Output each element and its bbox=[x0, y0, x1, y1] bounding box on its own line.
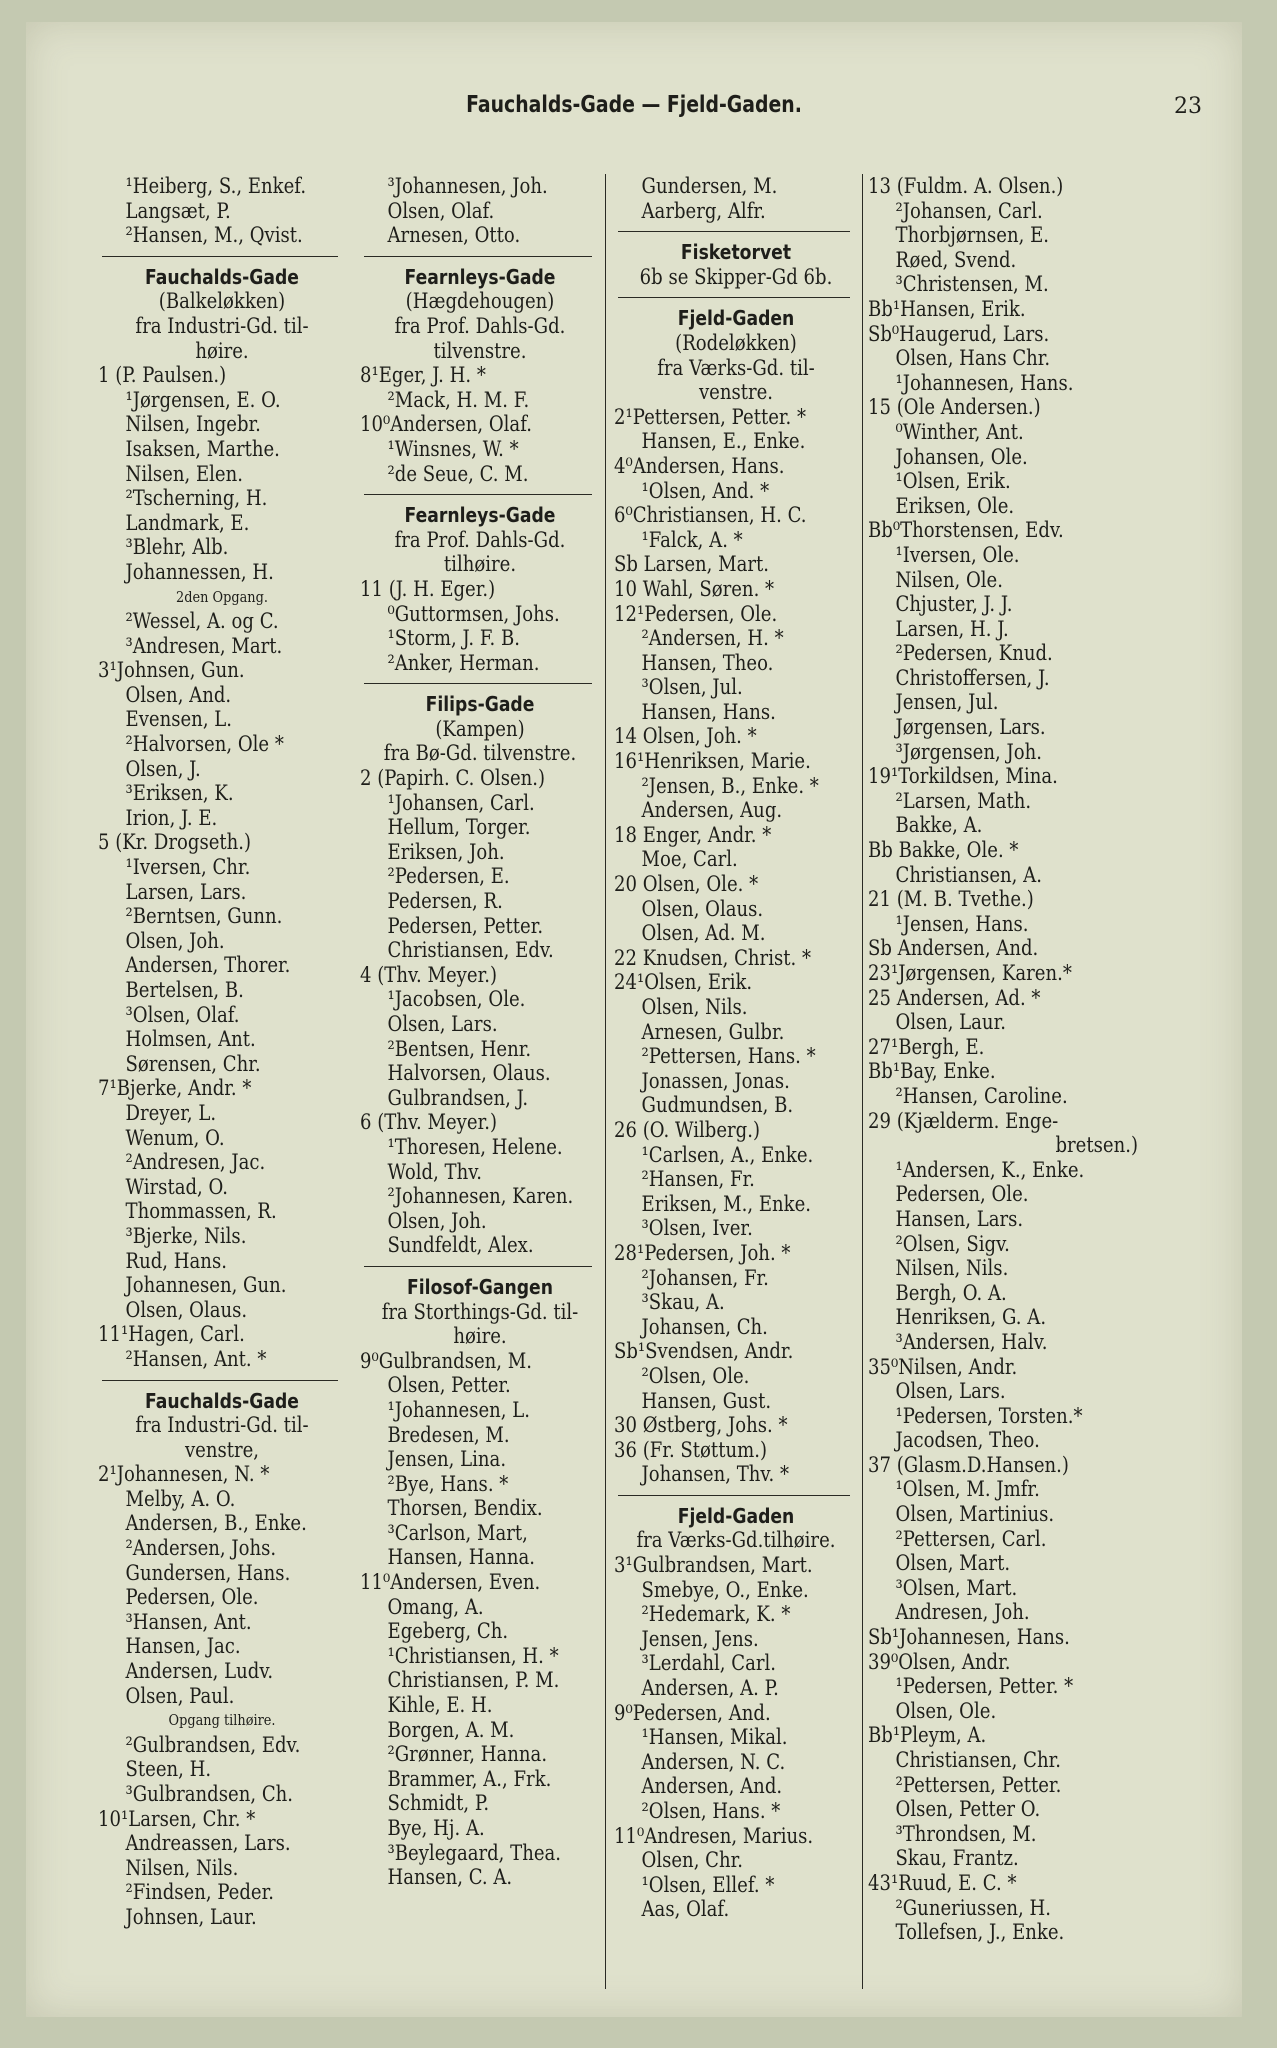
directory-entry: ²Andersen, Johs. bbox=[125, 1536, 277, 1561]
directory-entry: fra Storthings-Gd. til- bbox=[381, 1299, 579, 1324]
directory-entry: ²Hansen, Fr. bbox=[641, 1167, 755, 1192]
directory-entry: Johnsen, Laur. bbox=[125, 1904, 257, 1929]
directory-entry: Olsen, And. bbox=[125, 682, 232, 707]
street-heading: Fearnleys-Gade bbox=[404, 264, 556, 289]
directory-entry: Olsen, Chr. bbox=[641, 1848, 744, 1873]
directory-entry: Evensen, L. bbox=[125, 707, 233, 732]
street-heading: Fisketorvet bbox=[680, 240, 792, 265]
directory-entry: ²Larsen, Math. bbox=[895, 788, 1032, 813]
directory-entry: Larsen, Lars. bbox=[125, 879, 247, 904]
directory-entry: Bertelsen, B. bbox=[125, 978, 244, 1002]
directory-entry: 4 (Thv. Meyer.) bbox=[360, 962, 498, 987]
directory-entry: Henriksen, G. A. bbox=[895, 1305, 1047, 1330]
directory-entry: Hellum, Torger. bbox=[387, 815, 531, 840]
directory-entry: 11⁰Andresen, Marius. bbox=[614, 1823, 814, 1848]
directory-entry: ³Olsen, Iver. bbox=[641, 1216, 753, 1241]
directory-entry: ¹Olsen, Ellef. * bbox=[641, 1872, 775, 1897]
directory-entry: Thorbjørnsen, E. bbox=[895, 223, 1050, 248]
directory-entry: 5 (Kr. Drogseth.) bbox=[98, 830, 252, 855]
directory-entry: ³Jørgensen, Joh. bbox=[895, 739, 1042, 764]
directory-entry: Borgen, A. M. bbox=[387, 1717, 515, 1742]
section-divider bbox=[618, 231, 850, 232]
directory-entry: Tollefsen, J., Enke. bbox=[895, 1920, 1065, 1945]
directory-entry: Kihle, E. H. bbox=[387, 1693, 493, 1718]
street-heading: Fauchalds-Gade bbox=[145, 1388, 299, 1413]
directory-entry: ¹Olsen, M. Jmfr. bbox=[895, 1477, 1040, 1502]
directory-entry: Dreyer, L. bbox=[125, 1100, 217, 1125]
directory-entry: ³Christensen, M. bbox=[895, 272, 1049, 297]
directory-entry: 23¹Jørgensen, Karen.* bbox=[868, 961, 1072, 985]
directory-entry: Nilsen, Ole. bbox=[895, 567, 1003, 592]
directory-entry: ²Andresen, Jac. bbox=[125, 1150, 266, 1175]
directory-entry: ³Olsen, Olaf. bbox=[125, 1002, 240, 1027]
directory-entry: 25 Andersen, Ad. * bbox=[868, 985, 1041, 1010]
directory-entry: ⁰Winther, Ant. bbox=[895, 419, 1024, 444]
directory-entry: Olsen, Ole. bbox=[895, 1698, 997, 1723]
directory-entry: ¹Falck, A. * bbox=[641, 527, 743, 552]
directory-entry: 6⁰Christiansen, H. C. bbox=[614, 503, 807, 528]
column-3 bbox=[614, 174, 858, 1922]
directory-entry: ¹Pedersen, Petter. * bbox=[895, 1674, 1074, 1699]
directory-entry: (Rodeløkken) bbox=[675, 330, 797, 355]
directory-entry: ¹Hansen, Mikal. bbox=[641, 1725, 788, 1750]
section-divider bbox=[364, 256, 592, 257]
column-1 bbox=[98, 174, 346, 1930]
directory-entry: 20 Olsen, Ole. * bbox=[614, 872, 759, 897]
directory-entry: Olsen, Lars. bbox=[387, 1012, 498, 1036]
directory-entry: Steen, H. bbox=[125, 1757, 212, 1782]
directory-entry: Hansen, C. A. bbox=[387, 1865, 513, 1890]
directory-entry: fra Industri-Gd. til- bbox=[135, 1413, 309, 1438]
directory-entry: Bb Bakke, Ole. * bbox=[868, 838, 1019, 863]
directory-entry: 6b se Skipper-Gd 6b. bbox=[639, 264, 833, 289]
directory-entry: Nilsen, Nils. bbox=[125, 1855, 239, 1880]
directory-entry: fra Prof. Dahls-Gd. bbox=[394, 527, 566, 552]
directory-entry: 30 Østberg, Johs. * bbox=[614, 1413, 788, 1438]
page-number: 23 bbox=[1174, 94, 1202, 119]
directory-entry: Bb¹Bay, Enke. bbox=[868, 1059, 996, 1084]
directory-entry: ²Johansen, Carl. bbox=[895, 198, 1043, 223]
directory-entry: Johannesen, Gun. bbox=[125, 1273, 287, 1298]
directory-entry: Arnesen, Gulbr. bbox=[641, 1019, 785, 1044]
directory-entry: Olsen, Lars. bbox=[895, 1379, 1006, 1404]
street-heading: Filosof-Gangen bbox=[407, 1274, 553, 1299]
directory-entry: Landmark, E. bbox=[125, 510, 250, 535]
directory-entry: 21 (M. B. Tvethe.) bbox=[868, 887, 1034, 912]
directory-entry: 9⁰Gulbrandsen, M. bbox=[360, 1348, 533, 1373]
directory-entry: Sørensen, Chr. bbox=[125, 1051, 261, 1076]
street-heading: Fjeld-Gaden bbox=[677, 1503, 795, 1528]
directory-entry: Olsen, Joh. bbox=[125, 928, 225, 953]
directory-entry: 6 (Thv. Meyer.) bbox=[360, 1110, 498, 1135]
directory-entry: ¹Christiansen, H. * bbox=[387, 1643, 559, 1668]
directory-entry: bretsen.) bbox=[1055, 1133, 1138, 1158]
directory-entry: fra Værks-Gd.tilhøire. bbox=[636, 1528, 836, 1553]
directory-entry: fra Prof. Dahls-Gd. bbox=[394, 313, 566, 338]
directory-entry: 10⁰Andersen, Olaf. bbox=[360, 412, 532, 437]
directory-entry: 19¹Torkildsen, Mina. bbox=[868, 764, 1058, 789]
directory-entry: Bredesen, M. bbox=[387, 1422, 510, 1447]
directory-entry: 10¹Larsen, Chr. * bbox=[98, 1806, 256, 1831]
directory-entry: ¹Jensen, Hans. bbox=[895, 911, 1029, 936]
directory-entry: 2den Opgang. bbox=[176, 587, 268, 606]
directory-entry: 2 (Papirh. C. Olsen.) bbox=[360, 766, 546, 791]
directory-entry: 11 (J. H. Eger.) bbox=[360, 576, 496, 601]
directory-entry: ²Johannesen, Karen. bbox=[387, 1184, 574, 1209]
directory-entry: Gundersen, M. bbox=[641, 174, 778, 198]
street-heading: Fjeld-Gaden bbox=[677, 306, 795, 331]
directory-entry: ¹Jørgensen, E. O. bbox=[125, 387, 281, 412]
directory-entry: Aas, Olaf. bbox=[641, 1897, 730, 1922]
directory-entry: 12¹Pedersen, Ole. bbox=[614, 601, 778, 626]
directory-entry: 29 (Kjælderm. Enge- bbox=[868, 1108, 1059, 1133]
directory-entry: Hansen, Lars. bbox=[895, 1206, 1024, 1231]
column-2 bbox=[360, 174, 600, 1890]
directory-entry: 16¹Henriksen, Marie. bbox=[614, 749, 811, 774]
directory-entry: 15 (Ole Andersen.) bbox=[868, 395, 1041, 420]
directory-entry: Andersen, A. P. bbox=[641, 1676, 779, 1701]
directory-entry: ³Carlson, Mart, bbox=[387, 1520, 528, 1545]
directory-entry: Røed, Svend. bbox=[895, 247, 1017, 272]
directory-entry: 14 Olsen, Joh. * bbox=[614, 724, 757, 749]
directory-entry: 11⁰Andersen, Even. bbox=[360, 1570, 541, 1595]
directory-entry: Egeberg, Ch. bbox=[387, 1619, 509, 1644]
directory-entry: Jensen, Lina. bbox=[387, 1447, 507, 1472]
directory-entry: Bakke, A. bbox=[895, 813, 983, 838]
directory-entry: ²Hansen, Ant. * bbox=[125, 1346, 267, 1371]
directory-entry: Hansen, Theo. bbox=[641, 650, 774, 675]
directory-entry: ¹Johannesen, Hans. bbox=[895, 370, 1074, 395]
directory-entry: venstre. bbox=[698, 380, 774, 405]
directory-entry: Jensen, Jens. bbox=[641, 1626, 759, 1651]
directory-entry: Christiansen, Chr. bbox=[895, 1748, 1061, 1772]
directory-entry: Moe, Carl. bbox=[641, 847, 738, 872]
directory-entry: ³Andersen, Halv. bbox=[895, 1329, 1048, 1354]
directory-entry: ¹Pedersen, Torsten.* bbox=[895, 1403, 1083, 1428]
directory-entry: Sb Larsen, Mart. bbox=[614, 552, 770, 577]
directory-entry: Schmidt, P. bbox=[387, 1791, 490, 1816]
directory-entry: Holmsen, Ant. bbox=[125, 1027, 256, 1052]
directory-entry: Olsen, Hans Chr. bbox=[895, 346, 1051, 371]
directory-entry: Olsen, Ad. M. bbox=[641, 921, 766, 946]
directory-entry: Pedersen, Ole. bbox=[895, 1182, 1029, 1207]
directory-entry: Olsen, Petter. bbox=[387, 1373, 511, 1398]
directory-entry: ³Lerdahl, Carl. bbox=[641, 1651, 777, 1676]
directory-entry: (Balkeløkken) bbox=[158, 289, 286, 314]
directory-entry: Eriksen, Joh. bbox=[387, 839, 505, 864]
directory-entry: ¹Storm, J. F. B. bbox=[387, 626, 521, 651]
directory-entry: ²Pedersen, Knud. bbox=[895, 641, 1053, 666]
directory-entry: 1 (P. Paulsen.) bbox=[98, 363, 227, 388]
directory-entry: Pedersen, Ole. bbox=[125, 1585, 259, 1610]
directory-entry: ²Anker, Herman. bbox=[387, 650, 540, 675]
directory-entry: 4⁰Andersen, Hans. bbox=[614, 453, 785, 478]
directory-entry: 24¹Olsen, Erik. bbox=[614, 970, 753, 995]
directory-entry: Smebye, O., Enke. bbox=[641, 1577, 809, 1602]
directory-entry: ²Halvorsen, Ole * bbox=[125, 732, 284, 757]
directory-entry: ³Throndsen, M. bbox=[895, 1821, 1037, 1846]
directory-entry: ¹Andersen, K., Enke. bbox=[895, 1157, 1085, 1182]
directory-entry: ²Pettersen, Carl. bbox=[895, 1526, 1047, 1551]
directory-entry: Olsen, Nils. bbox=[641, 995, 748, 1019]
column-4 bbox=[868, 174, 1138, 1945]
directory-entry: Sb⁰Haugerud, Lars. bbox=[868, 321, 1050, 346]
directory-entry: Christiansen, P. M. bbox=[387, 1668, 560, 1693]
directory-entry: høire. bbox=[453, 1324, 507, 1349]
directory-entry: ³Beylegaard, Thea. bbox=[387, 1840, 562, 1865]
directory-entry: 27¹Bergh, E. bbox=[868, 1034, 985, 1059]
directory-entry: Gudmundsen, B. bbox=[641, 1093, 794, 1118]
directory-entry: Olsen, Petter O. bbox=[895, 1797, 1041, 1822]
directory-entry: ³Olsen, Jul. bbox=[641, 675, 743, 700]
directory-entry: Eriksen, M., Enke. bbox=[641, 1191, 812, 1216]
street-heading: Filips-Gade bbox=[425, 692, 535, 717]
directory-entry: Skau, Frantz. bbox=[895, 1846, 1019, 1871]
directory-entry: ¹Olsen, Erik. bbox=[895, 469, 1011, 494]
directory-entry: høire. bbox=[195, 338, 249, 363]
directory-entry: Christoffersen, J. bbox=[895, 665, 1050, 690]
directory-entry: 26 (O. Wilberg.) bbox=[614, 1117, 761, 1142]
directory-entry: ²Olsen, Sigv. bbox=[895, 1231, 1010, 1256]
directory-entry: Thommassen, R. bbox=[125, 1199, 277, 1224]
directory-entry: Andersen, Thorer. bbox=[125, 953, 291, 978]
directory-entry: ²Johansen, Fr. bbox=[641, 1265, 769, 1290]
directory-entry: 3¹Gulbrandsen, Mart. bbox=[614, 1553, 813, 1578]
directory-entry: ¹Johannesen, L. bbox=[387, 1397, 531, 1422]
directory-entry: Olsen, Mart. bbox=[895, 1551, 1011, 1576]
directory-entry: Brammer, A., Frk. bbox=[387, 1766, 552, 1791]
directory-entry: 39⁰Olsen, Andr. bbox=[868, 1649, 1011, 1674]
directory-entry: Omang, A. bbox=[387, 1594, 484, 1619]
directory-entry: Olsen, Olaf. bbox=[387, 198, 495, 223]
directory-entry: Larsen, H. J. bbox=[895, 616, 1009, 641]
directory-entry: Olsen, Martinius. bbox=[895, 1502, 1055, 1527]
directory-entry: ²Pettersen, Hans. * bbox=[641, 1044, 816, 1069]
directory-entry: Jørgensen, Lars. bbox=[895, 715, 1046, 740]
directory-entry: tilvenstre. bbox=[433, 338, 527, 363]
directory-entry: Andersen, Ludv. bbox=[125, 1659, 274, 1684]
directory-entry: 35⁰Nilsen, Andr. bbox=[868, 1354, 1018, 1379]
directory-entry: ²Tscherning, H. bbox=[125, 486, 268, 511]
directory-entry: Johannessen, H. bbox=[125, 559, 274, 584]
directory-entry: ²Andersen, H. * bbox=[641, 626, 784, 651]
directory-entry: ²Grønner, Hanna. bbox=[387, 1742, 548, 1767]
directory-entry: ²Pettersen, Petter. bbox=[895, 1772, 1062, 1797]
directory-entry: Andersen, N. C. bbox=[641, 1749, 786, 1774]
directory-entry: Hansen, Hanna. bbox=[387, 1545, 536, 1570]
directory-entry: 13 (Fuldm. A. Olsen.) bbox=[868, 174, 1064, 198]
directory-entry: Sb¹Johannesen, Hans. bbox=[868, 1625, 1070, 1650]
directory-entry: Andresen, Joh. bbox=[895, 1600, 1030, 1625]
directory-entry: Hansen, Gust. bbox=[641, 1388, 772, 1413]
section-divider bbox=[364, 494, 592, 495]
directory-entry: 10 Wahl, Søren. * bbox=[614, 576, 775, 601]
directory-entry: Olsen, J. bbox=[125, 756, 201, 781]
directory-entry: ³Skau, A. bbox=[641, 1290, 725, 1315]
directory-entry: ³Olsen, Mart. bbox=[895, 1575, 1018, 1600]
directory-entry: ²Hansen, M., Qvist. bbox=[125, 223, 303, 248]
directory-entry: fra Bø-Gd. tilvenstre. bbox=[383, 741, 577, 766]
directory-entry: Jonassen, Jonas. bbox=[641, 1068, 790, 1093]
directory-entry: Arnesen, Otto. bbox=[387, 223, 521, 248]
directory-entry: Nilsen, Elen. bbox=[125, 461, 243, 486]
directory-entry: Thorsen, Bendix. bbox=[387, 1496, 543, 1521]
directory-entry: tilhøire. bbox=[443, 552, 517, 577]
directory-entry: ²Bentsen, Henr. bbox=[387, 1036, 532, 1061]
directory-entry: ²Bye, Hans. * bbox=[387, 1471, 509, 1496]
directory-entry: (Hægdehougen) bbox=[405, 289, 555, 314]
section-divider bbox=[364, 1266, 592, 1267]
directory-entry: fra Industri-Gd. til- bbox=[135, 313, 309, 338]
directory-entry: ²Wessel, A. og C. bbox=[125, 609, 279, 634]
page-header bbox=[26, 92, 1242, 132]
directory-entry: Eriksen, Ole. bbox=[895, 493, 1015, 518]
directory-entry: Nilsen, Nils. bbox=[895, 1256, 1009, 1281]
directory-entry: Rud, Hans. bbox=[125, 1248, 227, 1273]
directory-entry: ¹Olsen, And. * bbox=[641, 478, 770, 503]
directory-entry: Bergh, O. A. bbox=[895, 1280, 1007, 1305]
directory-entry: Andreassen, Lars. bbox=[125, 1831, 291, 1856]
directory-entry: ³Johannesen, Joh. bbox=[387, 174, 548, 198]
directory-entry: ²Pedersen, E. bbox=[387, 864, 510, 889]
directory-entry: ²Berntsen, Gunn. bbox=[125, 904, 283, 929]
directory-entry: Hansen, Jac. bbox=[125, 1634, 241, 1659]
directory-entry: 11¹Hagen, Carl. bbox=[98, 1322, 245, 1347]
directory-entry: Olsen, Paul. bbox=[125, 1683, 235, 1708]
directory-entry: 2¹Pettersen, Petter. * bbox=[614, 404, 807, 429]
directory-entry: ¹Iversen, Ole. bbox=[895, 542, 1020, 567]
directory-entry: fra Værks-Gd. til- bbox=[657, 355, 815, 380]
directory-entry: ²Olsen, Ole. bbox=[641, 1363, 750, 1388]
directory-entry: Langsæt, P. bbox=[125, 198, 231, 223]
directory-entry: Opgang tilhøire. bbox=[168, 1711, 276, 1730]
directory-entry: 2¹Johannesen, N. * bbox=[98, 1462, 270, 1487]
directory-entry: 28¹Pedersen, Joh. * bbox=[614, 1240, 791, 1265]
directory-entry: 37 (Glasm.D.Hansen.) bbox=[868, 1452, 1069, 1477]
directory-entry: Olsen, Olaus. bbox=[641, 896, 764, 921]
section-divider bbox=[364, 683, 592, 684]
directory-entry: Pedersen, R. bbox=[387, 889, 503, 914]
directory-entry: Wold, Thv. bbox=[387, 1159, 483, 1184]
directory-entry: Isaksen, Marthe. bbox=[125, 436, 280, 461]
directory-entry: Bb⁰Thorstensen, Edv. bbox=[868, 518, 1064, 543]
directory-entry: ³Gulbrandsen, Ch. bbox=[125, 1782, 294, 1806]
directory-entry: ¹Jacobsen, Ole. bbox=[387, 987, 526, 1012]
page-title: Fauchalds-Gade — Fjeld-Gaden. bbox=[466, 92, 802, 118]
directory-entry: Sb¹Svendsen, Andr. bbox=[614, 1339, 794, 1364]
directory-entry: Gundersen, Hans. bbox=[125, 1560, 291, 1585]
directory-entry: Johansen, Thv. * bbox=[641, 1462, 789, 1487]
directory-entry: Wenum, O. bbox=[125, 1125, 225, 1150]
directory-entry: Olsen, Olaus. bbox=[125, 1297, 248, 1322]
directory-entry: Halvorsen, Olaus. bbox=[387, 1061, 551, 1086]
directory-entry: ³Blehr, Alb. bbox=[125, 535, 229, 560]
directory-entry: ⁰Guttormsen, Johs. bbox=[387, 601, 560, 626]
directory-entry: ¹Carlsen, A., Enke. bbox=[641, 1142, 814, 1167]
street-heading: Fauchalds-Gade bbox=[145, 264, 299, 289]
directory-entry: ³Eriksen, K. bbox=[125, 781, 234, 806]
directory-entry: Aarberg, Alfr. bbox=[641, 198, 766, 223]
section-divider bbox=[618, 297, 850, 298]
column-divider bbox=[862, 174, 863, 1989]
directory-entry: ²Gulbrandsen, Edv. bbox=[125, 1732, 301, 1757]
directory-entry: 36 (Fr. Støttum.) bbox=[614, 1437, 767, 1462]
directory-entry: ¹Heiberg, S., Enkef. bbox=[125, 174, 307, 198]
directory-entry: Gulbrandsen, J. bbox=[387, 1085, 529, 1110]
directory-entry: 8¹Eger, J. H. * bbox=[360, 363, 486, 388]
directory-entry: ¹Johansen, Carl. bbox=[387, 790, 535, 815]
directory-page bbox=[26, 22, 1242, 2017]
directory-entry: Bye, Hj. A. bbox=[387, 1816, 485, 1840]
directory-entry: Sb Andersen, And. bbox=[868, 936, 1039, 961]
street-heading: Fearnleys-Gade bbox=[404, 503, 556, 528]
directory-entry: Jensen, Jul. bbox=[895, 690, 999, 715]
directory-entry: Hansen, E., Enke. bbox=[641, 429, 806, 454]
directory-entry: ²Guneriussen, H. bbox=[895, 1895, 1052, 1920]
directory-entry: 22 Knudsen, Christ. * bbox=[614, 945, 812, 970]
directory-entry: ³Bjerke, Nils. bbox=[125, 1223, 247, 1248]
directory-entry: 9⁰Pedersen, And. bbox=[614, 1700, 771, 1725]
directory-entry: Irion, J. E. bbox=[125, 805, 218, 830]
section-divider bbox=[102, 1380, 338, 1381]
directory-entry: Wirstad, O. bbox=[125, 1174, 229, 1199]
directory-entry: ²Hedemark, K. * bbox=[641, 1602, 791, 1627]
directory-entry: ²Jensen, B., Enke. * bbox=[641, 773, 819, 798]
directory-entry: Johansen, Ch. bbox=[641, 1314, 768, 1339]
directory-entry: Nilsen, Ingebr. bbox=[125, 412, 261, 437]
directory-entry: Christiansen, Edv. bbox=[387, 938, 554, 963]
column-divider bbox=[605, 174, 606, 1989]
directory-entry: 43¹Ruud, E. C. * bbox=[868, 1870, 1017, 1895]
directory-entry: Pedersen, Petter. bbox=[387, 913, 544, 938]
section-divider bbox=[102, 256, 338, 257]
directory-entry: Hansen, Hans. bbox=[641, 699, 776, 724]
directory-entry: ²Mack, H. M. F. bbox=[387, 387, 530, 412]
directory-entry: 7¹Bjerke, Andr. * bbox=[98, 1076, 252, 1101]
directory-entry: venstre, bbox=[184, 1437, 260, 1462]
directory-entry: ³Andresen, Mart. bbox=[125, 633, 283, 658]
directory-entry: ¹Iversen, Chr. bbox=[125, 855, 251, 880]
directory-entry: Olsen, Joh. bbox=[387, 1208, 487, 1233]
directory-entry: ²Hansen, Caroline. bbox=[895, 1083, 1068, 1108]
directory-entry: ¹Thoresen, Helene. bbox=[387, 1134, 563, 1159]
directory-entry: Andersen, B., Enke. bbox=[125, 1511, 307, 1536]
directory-entry: Christiansen, A. bbox=[895, 862, 1042, 887]
directory-entry: ²Findsen, Peder. bbox=[125, 1880, 275, 1905]
directory-entry: Andersen, Aug. bbox=[641, 798, 783, 823]
directory-entry: ³Hansen, Ant. bbox=[125, 1609, 252, 1634]
directory-entry: Andersen, And. bbox=[641, 1774, 783, 1799]
directory-entry: Melby, A. O. bbox=[125, 1486, 236, 1511]
directory-entry: ²de Seue, C. M. bbox=[387, 461, 529, 486]
directory-entry: 18 Enger, Andr. * bbox=[614, 822, 772, 847]
directory-entry: Bb¹Hansen, Erik. bbox=[868, 296, 1026, 321]
directory-entry: Jacodsen, Theo. bbox=[895, 1428, 1040, 1453]
directory-entry: Bb¹Pleym, A. bbox=[868, 1723, 987, 1748]
directory-entry: (Kampen) bbox=[435, 716, 525, 741]
directory-entry: Chjuster, J. J. bbox=[895, 592, 1013, 617]
directory-entry: Olsen, Laur. bbox=[895, 1010, 1006, 1035]
section-divider bbox=[618, 1495, 850, 1496]
directory-entry: ¹Winsnes, W. * bbox=[387, 436, 519, 461]
directory-entry: 3¹Johnsen, Gun. bbox=[98, 658, 245, 683]
directory-entry: Sundfeldt, Alex. bbox=[387, 1233, 534, 1258]
directory-entry: ²Olsen, Hans. * bbox=[641, 1799, 781, 1823]
directory-entry: Johansen, Ole. bbox=[895, 444, 1028, 469]
